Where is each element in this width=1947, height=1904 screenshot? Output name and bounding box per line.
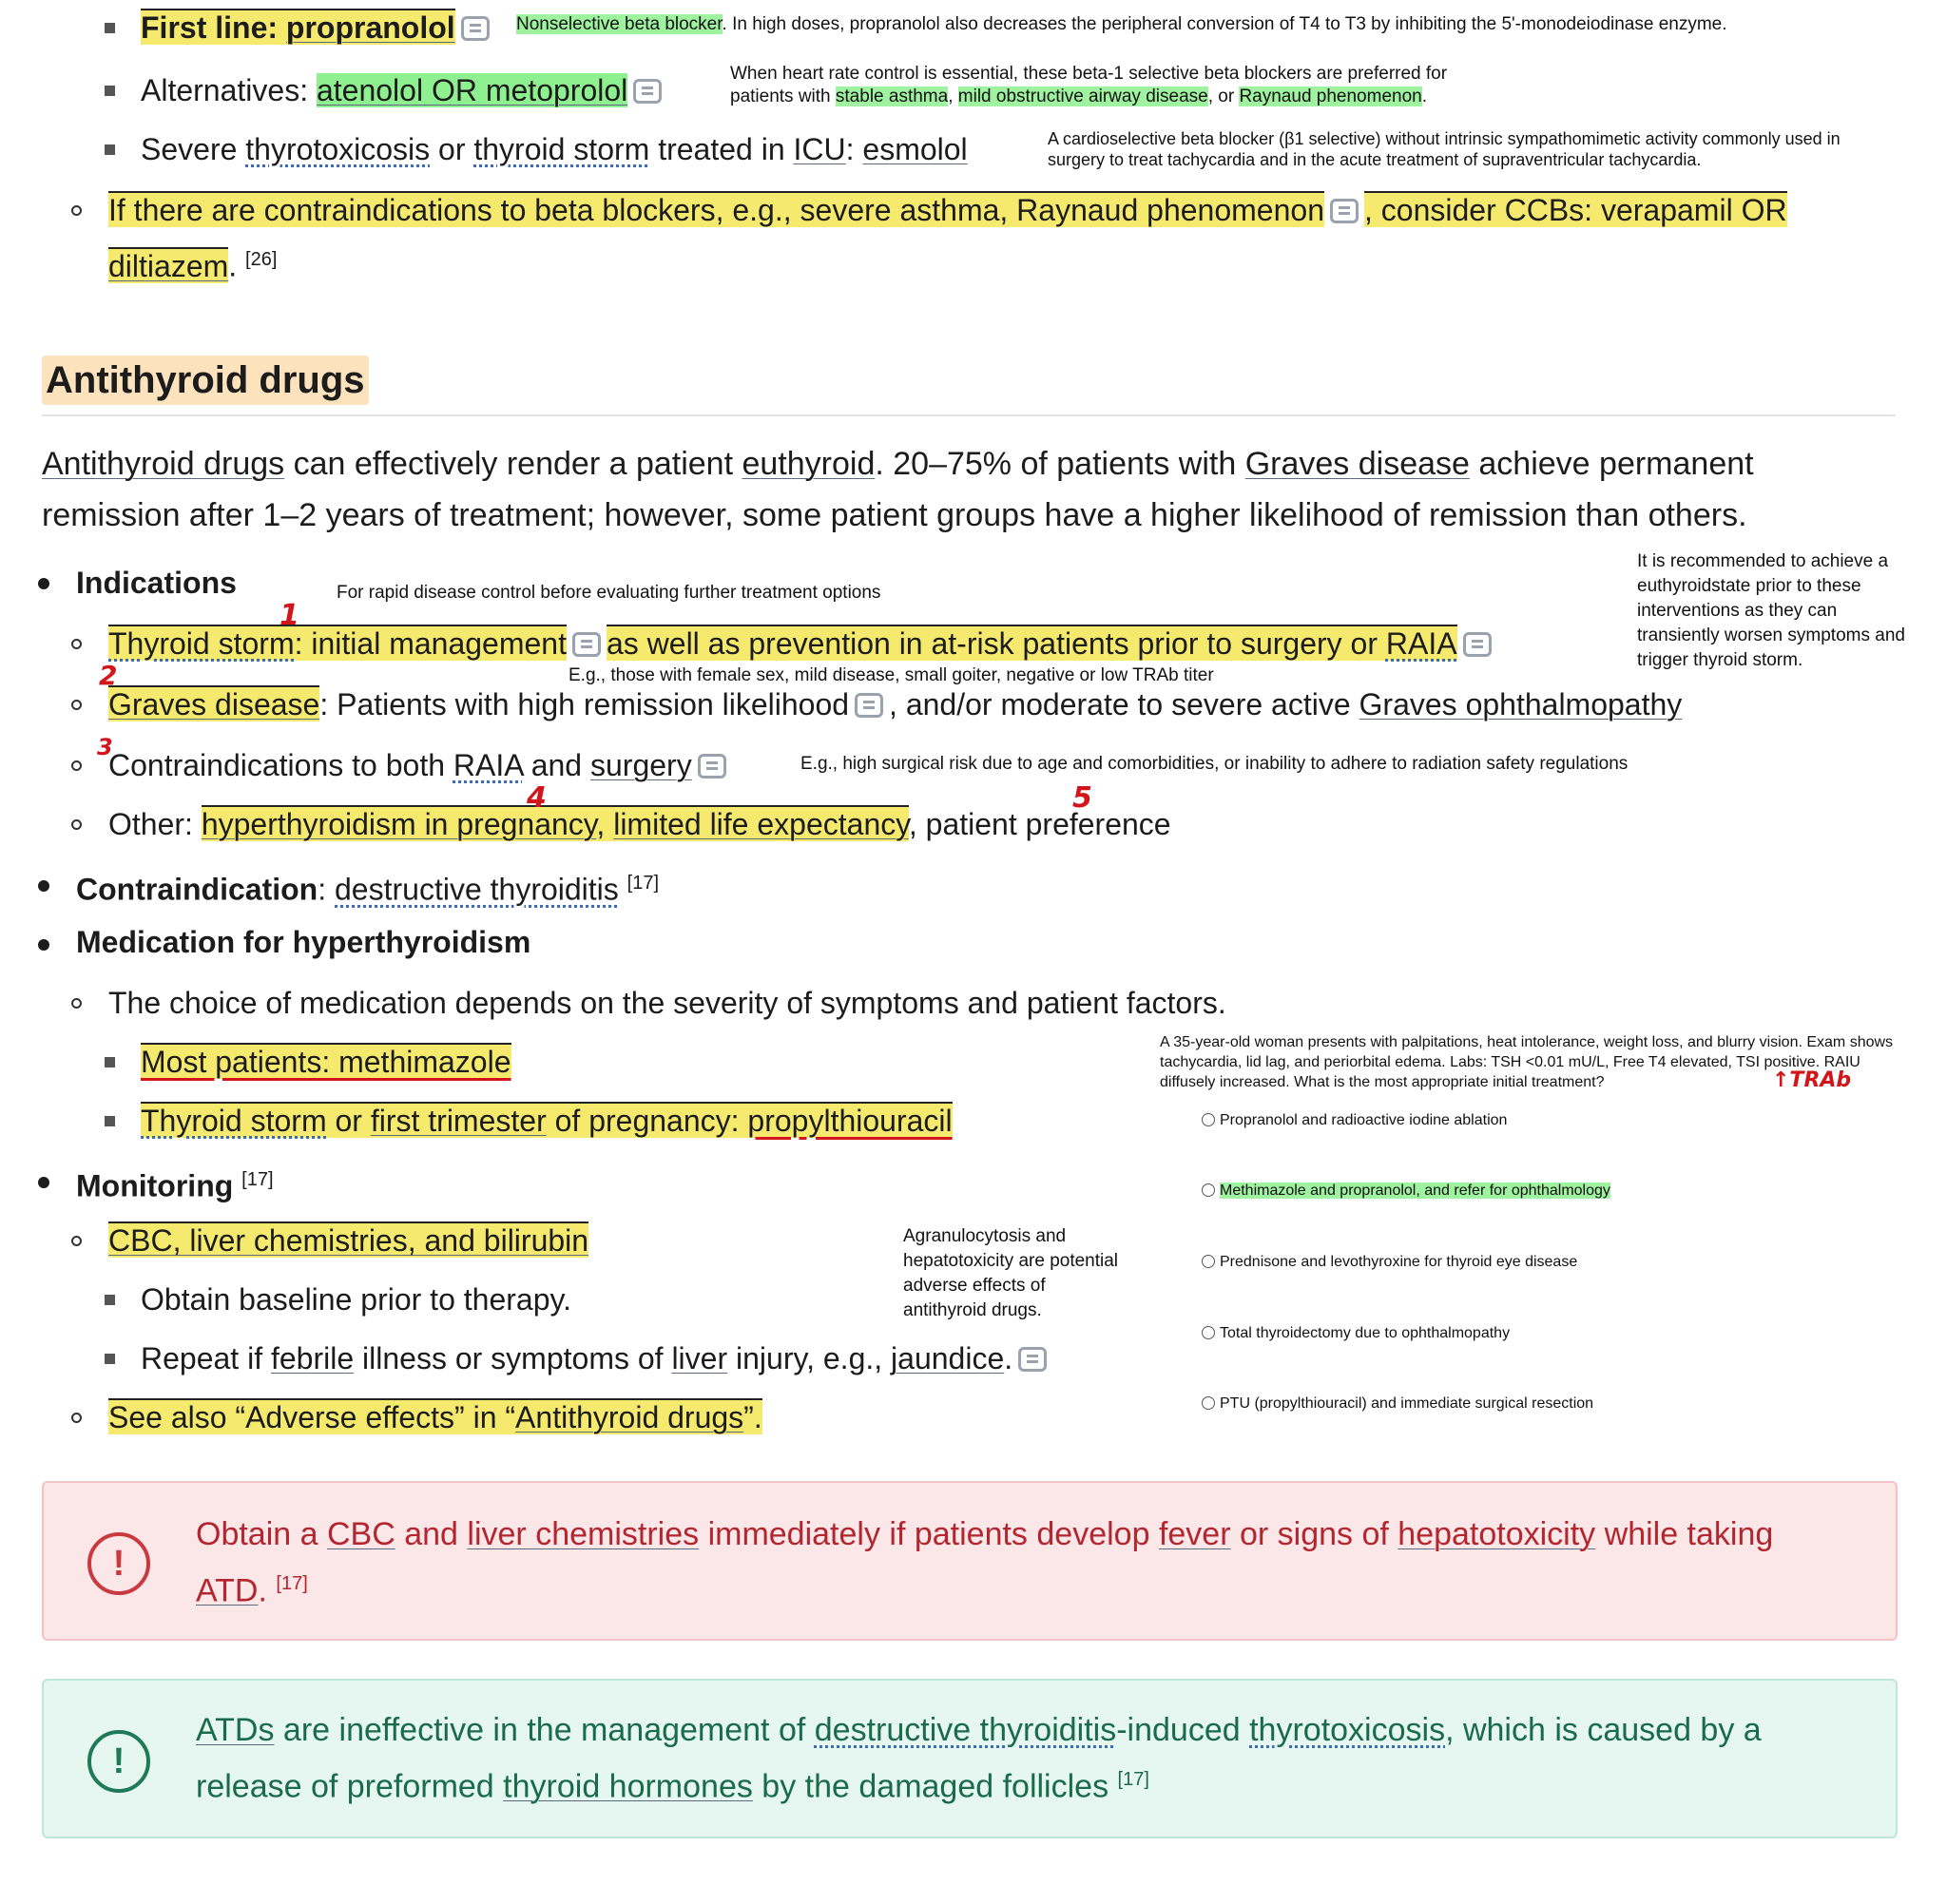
jaundice-link[interactable]: jaundice	[891, 1341, 1005, 1375]
divider	[42, 414, 1896, 416]
square-bullet	[105, 1116, 115, 1126]
fever-link[interactable]: fever	[1158, 1516, 1231, 1552]
cbc-link[interactable]: CBC, liver chemistries, and bilirubin	[108, 1223, 589, 1258]
exclamation-icon: !	[87, 1730, 150, 1793]
medication-storm: Thyroid storm or first trimester of pregnancy: propylthiouracil	[141, 1104, 953, 1138]
info-text: ATDs are ineffective in the management of destructive thyroiditis-induced thyrotoxicosis, which is caused by a release of preformed thyroid hormones by the damaged follicles [17]	[196, 1712, 1762, 1805]
answer-option[interactable]: PTU (propylthiouracil) and immediate surgical resection	[1202, 1394, 1593, 1414]
note-icon[interactable]	[633, 79, 662, 104]
life-expectancy-link[interactable]: limited life expectancy	[613, 807, 909, 841]
ring-bullet	[71, 998, 82, 1009]
ring-bullet	[71, 639, 82, 649]
intro-line-2: remission after 1–2 years of treatment; however, some patient groups have a higher likelihood of remission than others.	[42, 497, 1747, 533]
handwritten-number-3: 3	[97, 734, 113, 760]
ring-bullet	[71, 1413, 82, 1423]
radio-button[interactable]	[1202, 1396, 1215, 1410]
first-line-note: Nonselective beta blocker. In high doses, propranolol also decreases the peripheral conversion of T4 to T3 by inhibiting the 5'-monodeiodinase enzyme.	[516, 14, 1727, 34]
reference[interactable]: [17]	[276, 1573, 308, 1594]
monitoring-title: Monitoring [17]	[76, 1168, 274, 1203]
monitoring-cbc	[108, 1221, 588, 1260]
esmolol-link[interactable]: esmolol	[862, 132, 968, 166]
list-item-severe: Severe thyrotoxicosis or thyroid storm treated in ICU: esmolol	[141, 132, 968, 166]
surgery-link[interactable]: surgery	[589, 748, 692, 782]
indication-graves: Graves disease: Patients with high remission likelihood , and/or moderate to severe active Graves ophthalmopathy	[108, 687, 1683, 721]
thyroid-hormones-link[interactable]: thyroid hormones	[503, 1768, 753, 1805]
reference[interactable]: [26]	[245, 249, 278, 270]
febrile-link[interactable]: febrile	[270, 1341, 355, 1375]
destructive-thyroiditis-link[interactable]: destructive thyroiditis	[814, 1712, 1117, 1748]
medication-most: Most patients: methimazole	[141, 1045, 511, 1079]
euthyroid-side-note: It is recommended to achieve a euthyroidstate prior to these interventions as they can transiently worsen symptoms and trigger thyroid storm.	[1637, 551, 1905, 670]
thyrotoxicosis-link[interactable]: thyrotoxicosis	[1249, 1712, 1446, 1748]
indication-thyroid-storm: Thyroid storm: initial management as well as prevention in at-risk patients prior to surgery or RAIA	[108, 624, 1497, 664]
radio-button[interactable]	[1202, 1326, 1215, 1339]
handwritten-trab: ↑TRAb	[1772, 1068, 1852, 1092]
ring-bullet	[71, 205, 82, 216]
square-bullet	[105, 1057, 115, 1067]
thyrotoxicosis-link[interactable]: thyrotoxicosis	[245, 132, 431, 166]
square-bullet	[105, 1354, 115, 1364]
handwritten-number-2: 2	[99, 660, 118, 691]
note-icon[interactable]	[855, 693, 883, 718]
graves-disease-link[interactable]: Graves disease	[108, 687, 320, 721]
reference[interactable]: [17]	[1117, 1769, 1149, 1790]
square-bullet	[105, 86, 115, 96]
diltiazem-link[interactable]: diltiazem	[108, 248, 229, 283]
handwritten-number-4: 4	[527, 781, 547, 815]
answer-option[interactable]: Prednisone and levothyroxine for thyroid eye disease	[1202, 1252, 1577, 1272]
indications-title: Indications	[76, 566, 237, 600]
liver-link[interactable]: liver	[671, 1341, 728, 1375]
antithyroid-drugs-link[interactable]: Antithyroid drugs	[515, 1400, 744, 1434]
contraindication-item: Contraindication: destructive thyroiditis [17]	[76, 872, 660, 907]
antithyroid-drugs-link[interactable]: Antithyroid drugs	[42, 446, 285, 482]
first-trimester-link[interactable]: first trimester	[370, 1104, 547, 1138]
warning-callout	[42, 1481, 1898, 1641]
liver-chemistries-link[interactable]: liver chemistries	[467, 1516, 700, 1552]
atd-link[interactable]: ATD	[196, 1572, 259, 1609]
hepatotoxicity-link[interactable]: hepatotoxicity	[1398, 1516, 1596, 1552]
monitoring-baseline: Obtain baseline prior to therapy.	[141, 1282, 571, 1317]
list-item-contraindications-bb-cont: diltiazem. [26]	[108, 248, 278, 283]
cbc-link[interactable]: CBC	[326, 1516, 395, 1552]
esmolol-note: A cardioselective beta blocker (β1 selective) without intrinsic sympathomimetic activity commonly used in surgery to treat tachycardia and in the acute treatment of supraventricular tachycardia.	[1048, 129, 1841, 169]
thyroid-storm-link[interactable]: Thyroid storm	[141, 1104, 327, 1138]
list-item-contraindications-bb: If there are contraindications to beta blockers, e.g., severe asthma, Raynaud phenomenon , consider CCBs: verapamil OR	[108, 193, 1787, 227]
square-bullet	[105, 1295, 115, 1305]
propylthiouracil-link[interactable]: propylthiouracil	[747, 1104, 953, 1138]
intro-line-1: Antithyroid drugs can effectively render a patient euthyroid. 20–75% of patients with Graves disease achieve permanent	[42, 446, 1754, 482]
monitoring-repeat: Repeat if febrile illness or symptoms of liver injury, e.g., jaundice.	[141, 1338, 1052, 1378]
thyroid-storm-link[interactable]: thyroid storm	[473, 132, 650, 166]
ring-bullet	[71, 1236, 82, 1246]
monitoring-see-also: See also “Adverse effects” in “Antithyroid drugs”.	[108, 1400, 762, 1434]
square-bullet	[105, 23, 115, 33]
handwritten-number-5: 5	[1072, 781, 1092, 815]
info-callout	[42, 1679, 1898, 1838]
rapid-control-note: For rapid disease control before evaluating further treatment options	[337, 583, 881, 603]
atds-link[interactable]: ATDs	[196, 1712, 275, 1748]
icu-link[interactable]: ICU	[793, 132, 846, 166]
raia-link[interactable]: RAIA	[1385, 626, 1457, 661]
raia-link[interactable]: RAIA	[453, 748, 523, 782]
dot-bullet	[38, 939, 49, 951]
medication-title: Medication for hyperthyroidism	[76, 925, 531, 959]
dot-bullet	[38, 880, 49, 892]
atenolol-metoprolol-link[interactable]: atenolol OR metoprolol	[316, 73, 628, 107]
graves-ophthalmopathy-link[interactable]: Graves ophthalmopathy	[1359, 687, 1683, 721]
answer-option[interactable]: Propranolol and radioactive iodine ablation	[1202, 1110, 1507, 1130]
note-icon[interactable]	[698, 754, 726, 779]
handwritten-number-1: 1	[280, 599, 299, 632]
warning-text: Obtain a CBC and liver chemistries immediately if patients develop fever or signs of hepatotoxicity while taking ATD. [17]	[196, 1516, 1774, 1609]
euthyroid-link[interactable]: euthyroid	[742, 446, 876, 482]
dot-bullet	[38, 1177, 49, 1188]
question-stem: A 35-year-old woman presents with palpitations, heat intolerance, weight loss, and blurry vision. Exam shows tachycardia, lid lag, and periorbital edema. Labs: TSH <0.01 mU/L, Free T4 elevated, TSI positive. RAIU diffusely increased. What is the most appropriate initial treatment?	[1160, 1034, 1894, 1090]
destructive-thyroiditis-link[interactable]: destructive thyroiditis	[335, 872, 619, 907]
reference[interactable]: [17]	[241, 1169, 274, 1190]
square-bullet	[105, 144, 115, 155]
list-item-first-line: First line: propranolol	[141, 8, 495, 48]
list-item-alternatives: Alternatives: atenolol OR metoprolol	[141, 70, 667, 110]
note-icon[interactable]	[572, 632, 601, 657]
note-icon[interactable]	[1463, 632, 1492, 657]
indication-contraindications: Contraindications to both RAIA and surgery	[108, 745, 732, 785]
hyperthyroidism-pregnancy-link[interactable]: hyperthyroidism in pregnancy	[201, 807, 597, 841]
methimazole-link[interactable]: methimazole	[338, 1045, 511, 1079]
exclamation-icon: !	[87, 1532, 150, 1595]
ring-bullet	[71, 760, 82, 771]
radio-button[interactable]	[1202, 1183, 1215, 1197]
dot-bullet	[38, 578, 49, 589]
thyroid-storm-link[interactable]: Thyroid storm	[108, 626, 295, 661]
radio-button[interactable]	[1202, 1113, 1215, 1126]
section-heading: Antithyroid drugs	[42, 356, 369, 405]
note-icon[interactable]	[1330, 199, 1359, 223]
ring-bullet	[71, 700, 82, 710]
answer-option[interactable]: Methimazole and propranolol, and refer for ophthalmology	[1202, 1181, 1610, 1201]
reference[interactable]: [17]	[627, 873, 660, 894]
propranolol-link[interactable]: propranolol	[285, 10, 455, 45]
radio-button[interactable]	[1202, 1255, 1215, 1268]
alternatives-note: When heart rate control is essential, these beta-1 selective beta blockers are preferred for patients with stable asthma, mild obstructive airway disease, or Raynaud phenomenon.	[730, 64, 1448, 106]
medication-choice: The choice of medication depends on the severity of symptoms and patient factors.	[108, 986, 1226, 1020]
agranulocytosis-note: Agranulocytosis and hepatotoxicity are potential adverse effects of antithyroid drugs.	[903, 1226, 1119, 1320]
contraindications-note: E.g., high surgical risk due to age and comorbidities, or inability to adhere to radiation safety regulations	[800, 754, 1629, 774]
graves-disease-link[interactable]: Graves disease	[1244, 446, 1470, 482]
ring-bullet	[71, 819, 82, 830]
answer-option[interactable]: Total thyroidectomy due to ophthalmopathy	[1202, 1323, 1510, 1343]
note-icon[interactable]	[461, 16, 490, 41]
note-icon[interactable]	[1018, 1347, 1047, 1372]
remission-note: E.g., those with female sex, mild disease, small goiter, negative or low TRAb titer	[569, 665, 1214, 685]
indication-other: Other: hyperthyroidism in pregnancy, limited life expectancy, patient preference	[108, 807, 1171, 841]
